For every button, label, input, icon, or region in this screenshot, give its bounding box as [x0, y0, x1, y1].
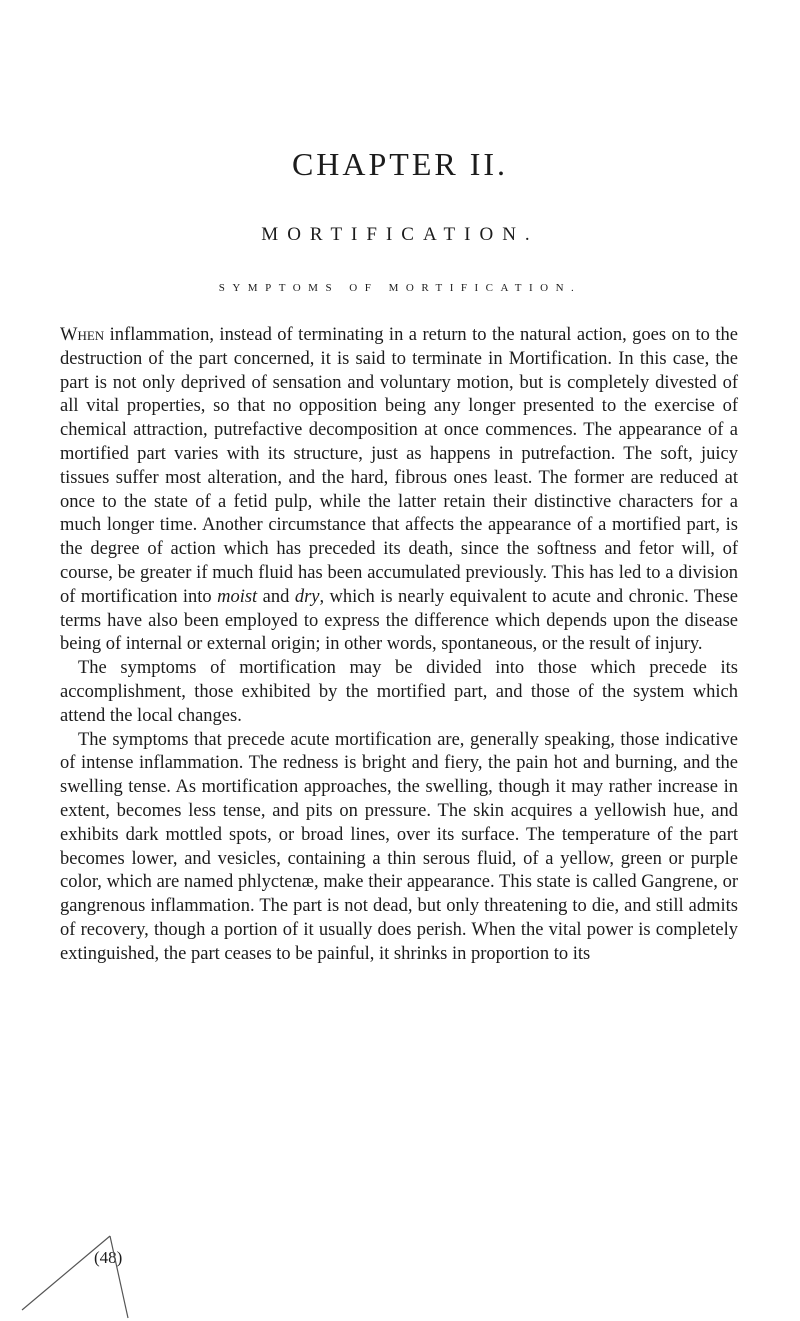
- fold-line-left: [22, 1236, 110, 1310]
- page-number: (48): [94, 1248, 123, 1267]
- paragraph-2: The symptoms of mortification may be divided into those which precede its accomplishment, those exhibited by the mortified part, and those of the system which attend the local changes.: [60, 658, 738, 726]
- chapter-title: CHAPTER II.: [291, 146, 509, 182]
- paragraph-text: and: [257, 586, 295, 607]
- fold-line-right: [110, 1236, 128, 1318]
- paragraph-text: , which is nearly equivalent to acute and chronic. These terms have also been employed to express the difference which depends upon the disease being of internal or external origin; in other words, spontaneous, or the result of injury.: [60, 586, 738, 655]
- paragraph-3: The symptoms that precede acute mortification are, generally speaking, those indicative of intense inflammation. The redness is bright and fiery, the pain hot and burning, and the swelling tense. As mortification approaches, the swelling, though it may rather increase in extent, becomes less tense, and pits on pressure. The skin acquires a yellowish hue, and exhibits dark mottled spots, or broad lines, over its surface. The temperature of the part becomes lower, and vesicles, containing a thin serous fluid, of a yellow, green or purple color, which are named phlyctenæ, make their appearance. This state is called Gangrene, or gangrenous inflammation. The part is not dead, but only threatening to die, and still admits of recovery, though a portion of it usually does perish. When the vital power is completely extinguished, the part ceases to be painful, it shrinks in proportion to its: [60, 729, 738, 964]
- subsection-title: SYMPTOMS OF MORTIFICATION.: [218, 282, 582, 294]
- section-title: MORTIFICATION.: [261, 224, 539, 245]
- emphasis-dry: dry: [294, 586, 320, 607]
- paragraph-text: inflammation, instead of terminating in a return to the natural action, goes on to the destruction of the part concerned, it is said to terminate in Mortification. In this case, the part is not only deprived of sensation and voluntary motion, but is completely divested of all vital properties, so that no opposition being any longer presented to the exercise of chemical attraction, putrefactive decomposition at once commences. The appearance of a mortified part varies with its structure, just as happens in putrefaction. The soft, juicy tissues suffer most alteration, and the hard, fibrous ones least. The former are reduced at once to the state of a fetid pulp, while the latter retain their distinctive characters for a much longer time. Another circumstance that affects the appearance of a mortified part, is the degree of action which has preceded its death, since the softness and fetor will, of course, be greater if much fluid has been accumulated previously. This has led to a division of mortification into: [60, 325, 738, 607]
- drop-word: When: [60, 325, 105, 345]
- emphasis-moist: moist: [217, 586, 258, 607]
